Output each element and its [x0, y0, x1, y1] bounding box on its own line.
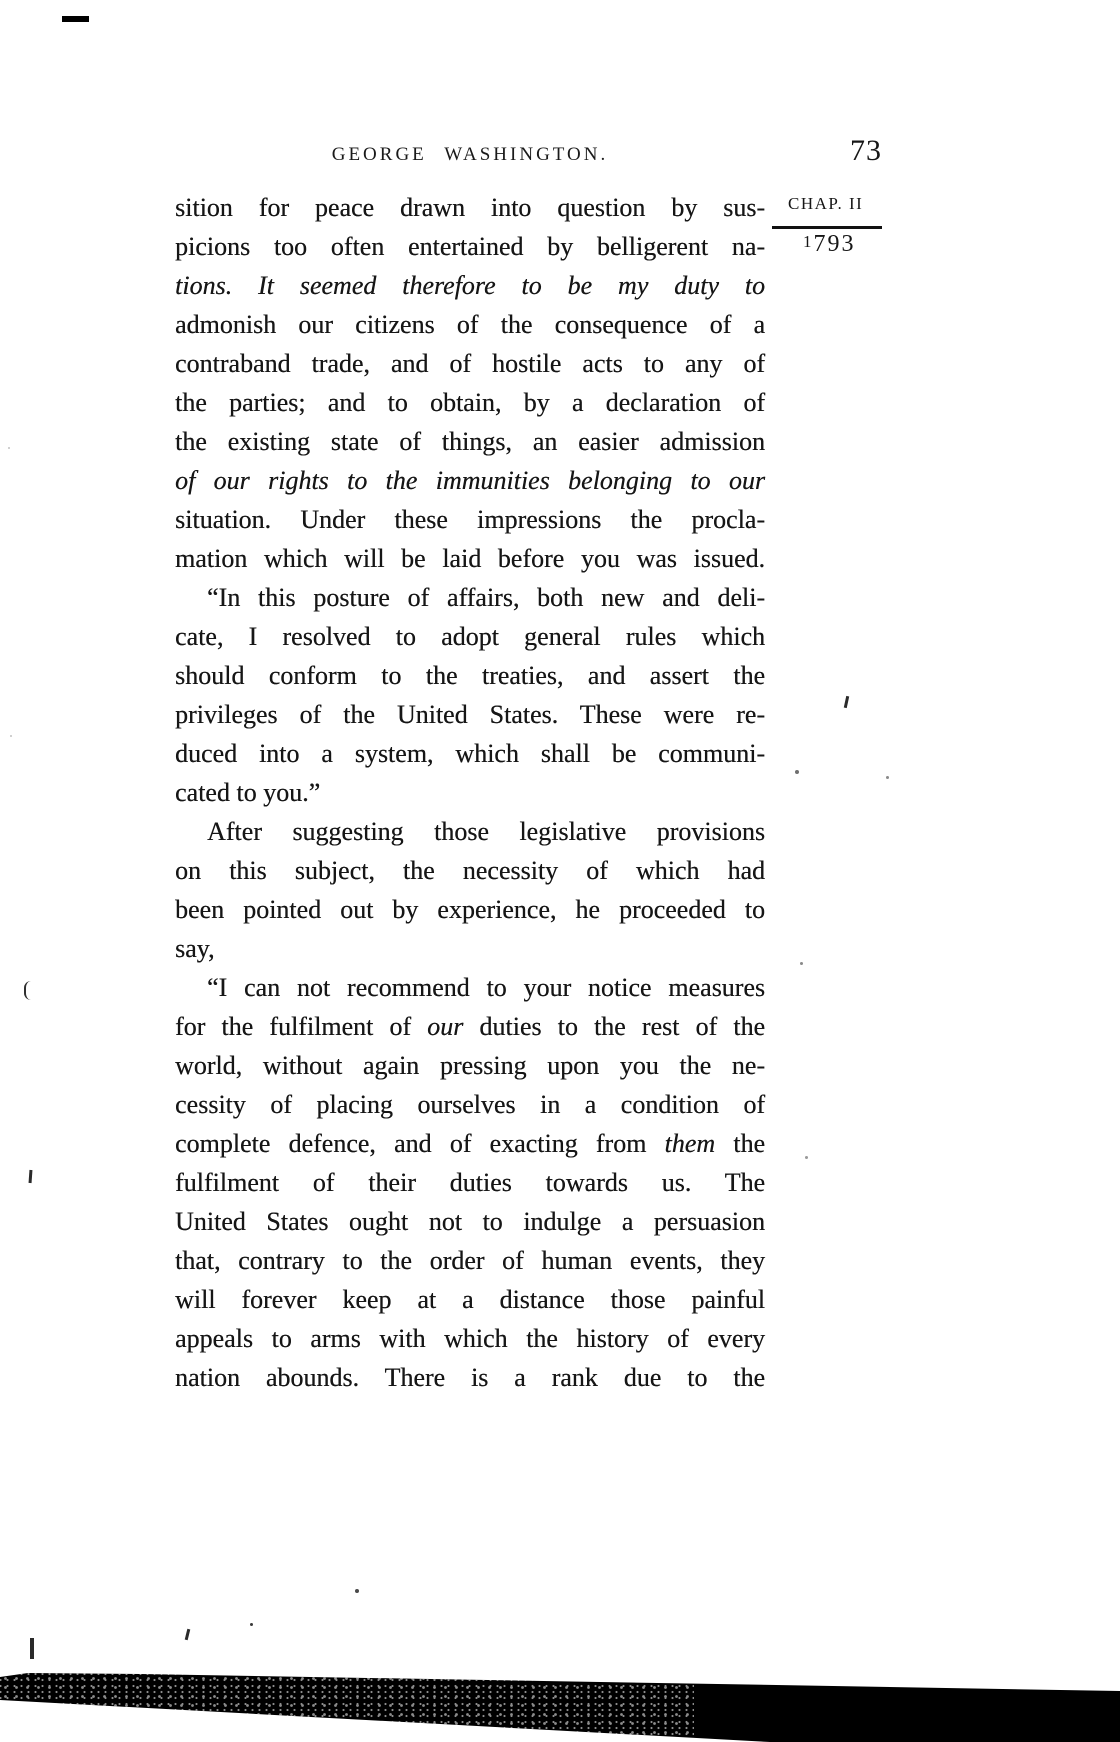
- body-text: [175, 188, 765, 1397]
- margin-rule: [772, 226, 882, 229]
- text-line: [175, 1124, 765, 1163]
- margin-chapter-label: CHAP. II: [788, 194, 864, 213]
- scan-speck: [800, 962, 803, 965]
- scan-mark-paren: [24, 981, 33, 1000]
- scan-speck: [805, 1156, 808, 1159]
- text-segment: complete defence, and of exacting from: [175, 1129, 665, 1158]
- text-segment: will forever keep at a distance those painful: [175, 1285, 765, 1314]
- text-segment: admonish our citizens of the consequence of a: [175, 310, 765, 339]
- text-line: [175, 500, 765, 539]
- scan-speck: [8, 447, 10, 449]
- text-line: [175, 734, 765, 773]
- text-segment: appeals to arms with which the history of every: [175, 1324, 765, 1353]
- text-segment: fulfilment of their duties towards us. The: [175, 1168, 765, 1197]
- text-segment: sition for peace drawn into question by sus-: [175, 193, 765, 222]
- text-line: [175, 344, 765, 383]
- scan-speck: [886, 776, 889, 779]
- text-line: [175, 1319, 765, 1358]
- scan-speck: [250, 1623, 253, 1626]
- text-line: [175, 1085, 765, 1124]
- text-line: [175, 266, 765, 305]
- text-segment: cessity of placing ourselves in a condition of: [175, 1090, 765, 1119]
- scan-mark-bar: [30, 1638, 34, 1659]
- text-line: [175, 929, 765, 968]
- text-line: [175, 1163, 765, 1202]
- italic-text-segment: our: [427, 1012, 464, 1041]
- scan-speck: [355, 1589, 359, 1593]
- text-segment: situation. Under these impressions the procla-: [175, 505, 765, 534]
- text-segment: cated to you.”: [175, 778, 321, 807]
- text-segment: that, contrary to the order of human events, they: [175, 1246, 765, 1275]
- text-segment: should conform to the treaties, and assert the: [175, 661, 765, 690]
- text-line: [175, 578, 765, 617]
- text-line: [175, 1007, 765, 1046]
- text-line: [175, 617, 765, 656]
- text-segment: “I can not recommend to your notice measures: [207, 973, 765, 1002]
- text-segment: mation which will be laid before you was issued.: [175, 544, 765, 573]
- text-segment: world, without again pressing upon you the ne-: [175, 1051, 765, 1080]
- text-segment: for the fulfilment of: [175, 1012, 428, 1041]
- text-segment: picions too often entertained by belligerent na-: [175, 232, 765, 261]
- italic-text-segment: tions. It seemed therefore to be my duty to: [175, 271, 765, 300]
- scan-mark-dash: [62, 16, 89, 22]
- text-line: [175, 656, 765, 695]
- italic-text-segment: of our rights to the immunities belonging to our: [175, 466, 765, 495]
- margin-year-label: 1793: [803, 231, 856, 257]
- text-segment: contraband trade, and of hostile acts to any of: [175, 349, 765, 378]
- text-line: [175, 227, 765, 266]
- text-segment: duties to the rest of the: [463, 1012, 765, 1041]
- text-line: [175, 188, 765, 227]
- text-line: [175, 851, 765, 890]
- text-line: [175, 1202, 765, 1241]
- text-line: [175, 461, 765, 500]
- text-segment: say,: [175, 934, 215, 963]
- text-line: [175, 383, 765, 422]
- italic-text-segment: them: [664, 1129, 716, 1158]
- text-line: [175, 422, 765, 461]
- text-segment: the parties; and to obtain, by a declaration of: [175, 388, 765, 417]
- running-header: GEORGE WASHINGTON.: [331, 144, 609, 165]
- text-line: [175, 695, 765, 734]
- text-segment: on this subject, the necessity of which had: [175, 856, 765, 885]
- text-segment: After suggesting those legislative provisions: [207, 817, 765, 846]
- text-segment: privileges of the United States. These were re-: [175, 700, 765, 729]
- text-segment: cate, I resolved to adopt general rules which: [175, 622, 765, 651]
- text-line: [175, 773, 765, 812]
- text-line: [175, 305, 765, 344]
- text-segment: “In this posture of affairs, both new and deli-: [207, 583, 765, 612]
- text-line: [175, 968, 765, 1007]
- scan-speck: [795, 770, 799, 774]
- text-line: [175, 1280, 765, 1319]
- scan-speck: [10, 735, 12, 737]
- scan-mark-tick: [29, 1170, 33, 1183]
- text-segment: duced into a system, which shall be communi-: [175, 739, 765, 768]
- text-segment: United States ought not to indulge a persuasion: [175, 1207, 765, 1236]
- text-segment: nation abounds. There is a rank due to the: [175, 1363, 765, 1392]
- text-line: [175, 1046, 765, 1085]
- text-line: [175, 1358, 765, 1397]
- text-segment: the: [715, 1129, 765, 1158]
- text-line: [175, 1241, 765, 1280]
- text-line: [175, 890, 765, 929]
- scan-mark-tick: [185, 1629, 191, 1640]
- scan-artifact-black-bar: [0, 1650, 1120, 1742]
- text-segment: the existing state of things, an easier admission: [175, 427, 765, 456]
- text-line: [175, 812, 765, 851]
- text-segment: been pointed out by experience, he proceeded to: [175, 895, 765, 924]
- text-line: [175, 539, 765, 578]
- scan-mark-tick: [844, 696, 849, 708]
- page-number: 73: [850, 134, 882, 167]
